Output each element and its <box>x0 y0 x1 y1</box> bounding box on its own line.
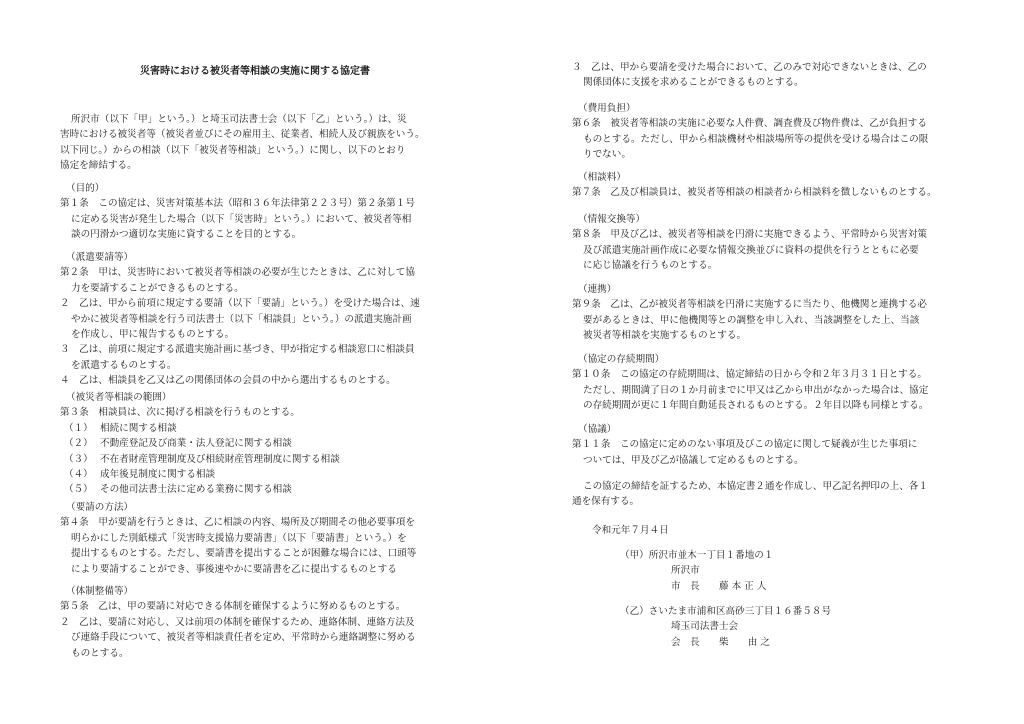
article-1 <box>60 181 458 243</box>
article-10 <box>572 352 972 414</box>
article-4 <box>60 500 458 577</box>
preamble-line: 協定を締結する。 <box>60 160 137 172</box>
article-heading: （協議） <box>578 424 617 435</box>
preamble-line: 以下同じ。）からの相談（以下「被災者等相談」という。）に関し、以下のとおり <box>60 144 406 156</box>
closing-line: この協定の締結を証するため、本協定書２通を作成し、甲乙記名押印の上、各１ <box>583 481 928 492</box>
list-item-text: 成年後見制度に関する相談 <box>100 469 216 481</box>
article-line: に定める災害が発生した場合（以下「災害時」という。）において、被災者等相 <box>71 213 412 225</box>
signing-date <box>572 523 972 538</box>
article-heading: （被災者等相談の範囲） <box>66 392 172 403</box>
article-line: ３ 乙は、甲から要請を受けた場合において、乙のみで対応できないときは、乙の <box>572 62 927 73</box>
article-line: 第２条 甲は、災害時において被災者等相談の必要が生じたときは、乙に対して協 <box>60 267 415 279</box>
list-item-text: その他司法書士法に定める業務に関する相談 <box>100 484 292 496</box>
list-item-number: （４） <box>64 469 93 481</box>
article-line: を作成し、甲に報告するものとする。 <box>71 329 235 341</box>
article-heading: （目的） <box>66 183 105 194</box>
article-heading: （体制整備等） <box>66 586 134 597</box>
list-item <box>60 421 458 436</box>
article-line: ２ 乙は、甲から前項に規定する要請（以下「要請」という。）を受けた場合は、速 <box>60 298 420 310</box>
article-line: 第８条 甲及び乙は、被災者等相談を円滑に実施できるよう、平常時から災害対策 <box>572 229 927 241</box>
article-9 <box>572 282 972 344</box>
article-line: ついては、甲及び乙が協議して定めるものとする。 <box>583 454 804 466</box>
preamble <box>60 112 458 174</box>
article-line: に応じ協議を行うものとする。 <box>583 260 718 272</box>
article-heading: （費用負担） <box>578 103 636 114</box>
article-line: 第４条 甲が要請を行うときは、乙に相談の内容、場所及び期間その他必要事項を <box>60 517 415 529</box>
party-a-address: （甲）所沢市並木一丁目１番地の１ <box>620 550 774 561</box>
article-heading: （要請の方法） <box>66 502 134 513</box>
article-line: 第３条 相談員は、次に掲げる相談を行うものとする。 <box>60 407 300 419</box>
article-line: により要請することができ、事後速やかに要請書を乙に提出するものとする <box>71 563 397 575</box>
article-line: 第７条 乙及び相談員は、被災者等相談の相談者から相談料を徴しないものとする。 <box>572 187 937 199</box>
article-5 <box>60 584 458 661</box>
list-item-text: 不動産登記及び商業・法人登記に関する相談 <box>100 438 292 450</box>
article-line: 第１条 この協定は、災害対策基本法（昭和３６年法律第２２３号）第２条第１号 <box>60 198 415 210</box>
article-line: 第５条 乙は、甲の要請に対応できる体制を確保するように努めるものとする。 <box>60 601 406 613</box>
party-b-address: （乙）さいたま市浦和区高砂三丁目１６番５８号 <box>620 606 832 617</box>
article-line: 明らかにした別紙様式「災害時支援協力要請書」（以下「要請書」という。）を <box>71 532 407 544</box>
list-item-number: （５） <box>64 484 93 496</box>
article-line: 被災者等相談を実施するものとする。 <box>583 330 747 342</box>
list-item <box>60 467 458 482</box>
party-b-org: 埼玉司法書士会 <box>671 621 739 633</box>
article-7 <box>572 170 972 201</box>
article-line: 提出するものとする。ただし、要請書を提出することが困難な場合には、口頭等 <box>71 548 417 560</box>
article-line: りでない。 <box>583 149 631 161</box>
article-2 <box>60 250 458 389</box>
party-a-rep: 市 長 藤 本 正 人 <box>671 580 767 592</box>
article-line: ３ 乙は、前項に規定する派遣実施計画に基づき、甲が指定する相談窓口に相談員 <box>60 344 415 356</box>
party-b-rep: 会 長 柴 由 之 <box>671 636 770 648</box>
article-line: 第９条 乙は、乙が被災者等相談を円滑に実施するに当たり、他機関と連携する必 <box>572 299 927 311</box>
list-item-number: （１） <box>64 422 93 434</box>
article-3 <box>60 390 458 498</box>
article-11 <box>572 422 972 468</box>
article-line: 及び派遣実施計画作成に必要な情報交換並びに資料の提供を行うとともに必要 <box>583 244 919 256</box>
article-line: 談の円滑かつ適切な実施に資することを目的とする。 <box>71 229 302 241</box>
article-line: 第１１条 この協定に定めのない事項及びこの協定に関して疑義が生じた事項に <box>572 439 918 451</box>
article-heading: （連携） <box>578 284 617 295</box>
party-b-block <box>620 604 831 650</box>
article-line: ２ 乙は、要請に対応し、又は前項の体制を確保するため、連絡体制、連絡方法及 <box>60 616 415 628</box>
list-item <box>60 436 458 451</box>
article-heading: （情報交換等） <box>578 214 646 225</box>
article-heading: （派遣要請等） <box>66 252 134 263</box>
article-line: 要があるときは、甲に他機関等との調整を申し入れ、当該調整をした上、当該 <box>583 314 920 326</box>
article-5-continued <box>572 60 972 91</box>
article-line: 第１０条 この協定の存続期間は、協定締結の日から令和２年３月３１日とする。 <box>572 369 927 381</box>
article-line: を派遣するものとする。 <box>71 359 177 371</box>
article-line: やかに被災者等相談を行う司法書士（以下「相談員」という。）の派遣実施計画 <box>71 313 412 325</box>
article-line: ただし、期間満了日の１か月前までに甲又は乙から申出がなかった場合は、協定 <box>583 384 929 396</box>
list-item <box>60 452 458 467</box>
article-heading: （協定の存続期間） <box>578 354 665 365</box>
preamble-line: 害時における被災者等（被災者並びにその雇用主、従業者、相続人及び親族をいう。 <box>60 129 425 141</box>
article-line: 力を要請することができるものとする。 <box>71 282 244 294</box>
list-item-number: （２） <box>64 438 93 450</box>
article-line: の存続期間が更に１年間自動延長されるものとする。２年目以降も同様とする。 <box>583 400 929 412</box>
article-line: ４ 乙は、相談員を乙又は乙の関係団体の会員の中から選出するものとする。 <box>60 375 396 387</box>
list-item-text: 相続に関する相談 <box>100 422 177 434</box>
party-a-block <box>620 548 774 594</box>
article-heading: （相談料） <box>578 172 626 183</box>
article-line: ものとする。 <box>71 647 129 659</box>
list-item-text: 不在者財産管理制度及び相続財産管理制度に関する相談 <box>100 453 340 465</box>
article-line: ものとする。ただし、甲から相談機材や相談場所等の提供を受ける場合はこの限 <box>583 133 929 145</box>
document-title: 災害時における被災者等相談の実施に関する協定書 <box>140 66 370 77</box>
signing-date-text: 令和元年７月４日 <box>592 525 669 536</box>
article-8 <box>572 212 972 274</box>
article-6 <box>572 101 972 163</box>
list-item <box>60 482 458 497</box>
closing-statement <box>572 479 972 510</box>
list-item-number: （３） <box>64 453 93 465</box>
closing-line: 通を保有する。 <box>572 496 640 508</box>
article-line: び連絡手段について、被災者等相談責任者を定め、平常時から連絡調整に努める <box>71 632 416 644</box>
article-line: 第６条 被災者等相談の実施に必要な人件費、調査費及び物件費は、乙が負担する <box>572 118 927 130</box>
preamble-line: 所沢市（以下「甲」という。）と埼玉司法書士会（以下「乙」という。）は、災 <box>71 114 407 125</box>
article-line: 関係団体に支援を求めることができるものとする。 <box>583 77 804 89</box>
party-a-org: 所沢市 <box>671 565 700 577</box>
